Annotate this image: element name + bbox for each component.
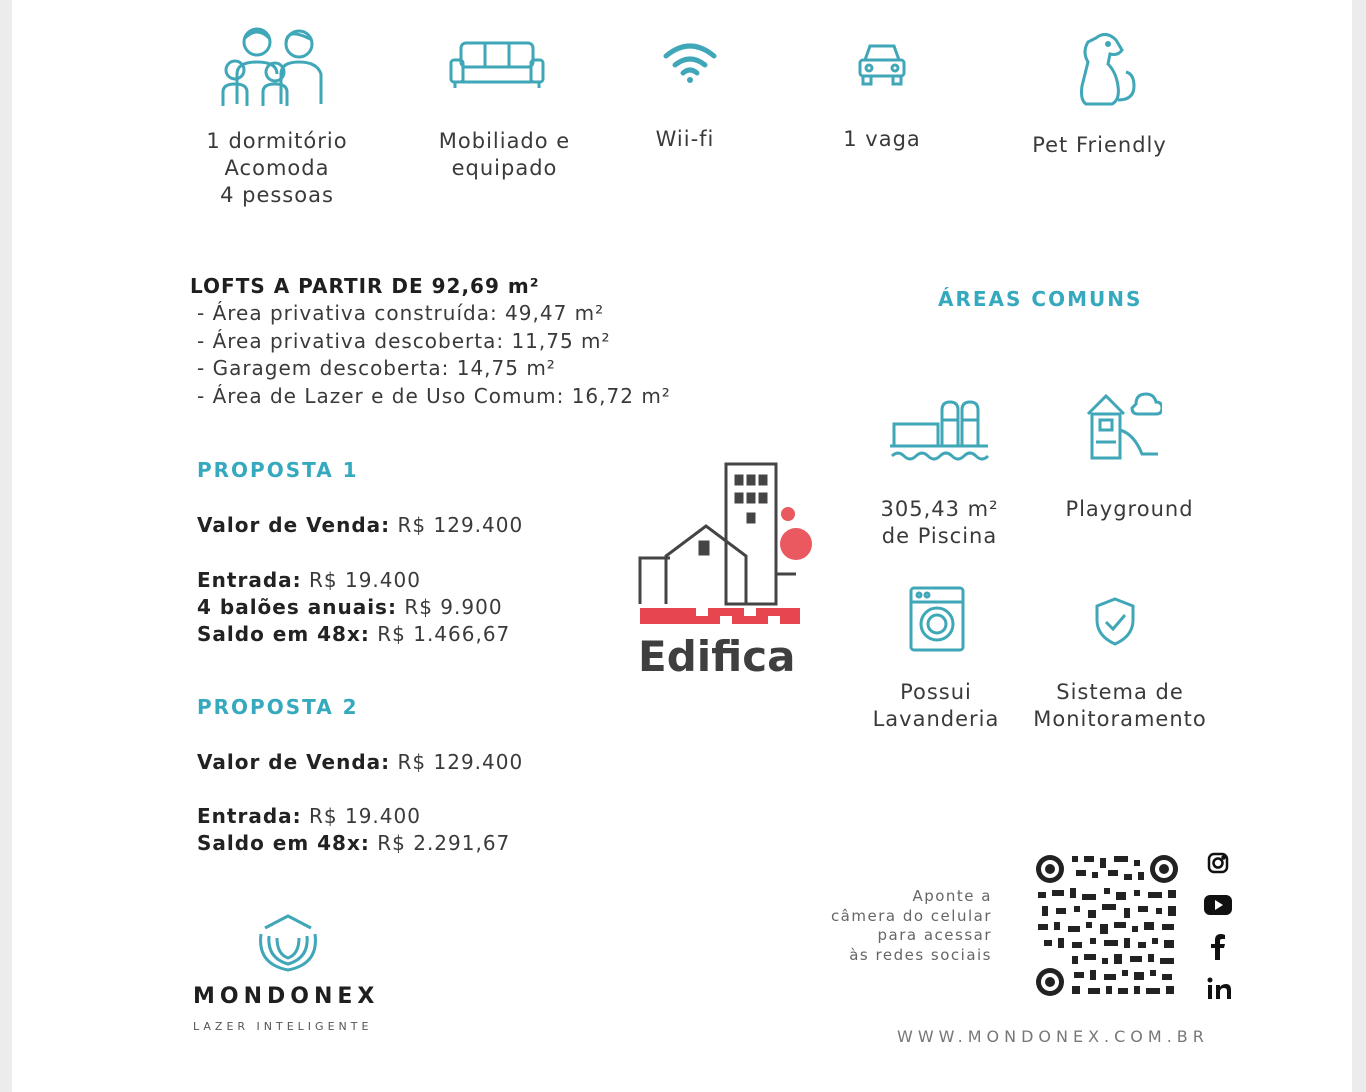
car-icon (857, 40, 907, 90)
detail-row (197, 567, 510, 594)
row-label: Valor de Venda: (197, 750, 391, 774)
proposal-2-title: PROPOSTA 2 (197, 695, 359, 719)
qr-code[interactable] (1034, 852, 1180, 998)
row-value: R$ 9.900 (404, 595, 503, 619)
facebook-icon[interactable] (1210, 934, 1226, 960)
proposal-2-details (197, 803, 510, 857)
row-label: Valor de Venda: (197, 513, 391, 537)
dog-icon (1074, 30, 1142, 108)
spec-line: - Área privativa descoberta: 11,75 m² (197, 328, 611, 353)
feature-label-parking: 1 vaga (843, 127, 921, 151)
spec-line: - Área de Lazer e de Uso Comum: 16,72 m² (197, 383, 671, 408)
sofa-icon (449, 40, 545, 90)
wifi-icon (662, 42, 718, 86)
proposal-1-title: PROPOSTA 1 (197, 458, 359, 482)
pool-icon (888, 400, 992, 466)
washing-machine-icon (909, 586, 965, 652)
row-value: R$ 129.400 (397, 513, 524, 537)
shield-icon (1092, 596, 1138, 646)
row-value: R$ 2.291,67 (377, 831, 511, 855)
proposal-1-details (197, 567, 510, 648)
spec-line: - Garagem descoberta: 14,75 m² (197, 356, 556, 380)
common-areas-title: ÁREAS COMUNS (938, 287, 1143, 311)
feature-label-furnished: Mobiliado e equipado (438, 129, 571, 180)
proposal-1-sale (197, 512, 523, 539)
mondonex-brand-name: MONDONEX (193, 984, 380, 1009)
row-label: 4 balões anuais: (197, 595, 397, 619)
feature-label-pet: Pet Friendly (1032, 133, 1167, 157)
mondonex-logo-icon (255, 914, 321, 974)
website-url[interactable]: WWW.MONDONEX.COM.BR (897, 1027, 1209, 1046)
specs-list (197, 300, 671, 410)
row-value: R$ 19.400 (309, 804, 421, 828)
flyer-page (12, 0, 1352, 1092)
detail-row (197, 803, 510, 830)
specs-title: LOFTS A PARTIR DE 92,69 m² (190, 274, 540, 298)
youtube-icon[interactable] (1204, 894, 1232, 916)
row-label: Entrada: (197, 804, 302, 828)
area-label-playground: Playground (1065, 497, 1194, 521)
proposal-2-sale (197, 749, 523, 776)
qr-instructions: Aponte a câmera do celular para acessar às redes sociais (830, 887, 992, 964)
row-label: Saldo em 48x: (197, 831, 370, 855)
row-value: R$ 129.400 (397, 750, 524, 774)
row-value: R$ 1.466,67 (377, 622, 511, 646)
feature-label-bedroom: 1 dormitório Acomoda 4 pessoas (206, 129, 348, 207)
feature-label-wifi: Wii-fi (655, 127, 715, 151)
detail-row (197, 621, 510, 648)
playground-icon (1084, 390, 1162, 462)
mondonex-tagline: LAZER INTELIGENTE (193, 1020, 373, 1033)
building-icon (636, 462, 826, 632)
detail-row (197, 594, 510, 621)
row-value: R$ 19.400 (309, 568, 421, 592)
edifica-watermark (636, 462, 826, 682)
area-label-monitoring: Sistema de Monitoramento (1033, 680, 1207, 731)
detail-row (197, 830, 510, 857)
linkedin-icon[interactable] (1207, 977, 1233, 1001)
area-label-pool: 305,43 m² de Piscina (880, 497, 999, 548)
row-label: Entrada: (197, 568, 302, 592)
spec-line: - Área privativa construída: 49,47 m² (197, 301, 605, 325)
instagram-icon[interactable] (1207, 852, 1229, 874)
row-label: Saldo em 48x: (197, 622, 370, 646)
area-label-laundry: Possui Lavanderia (872, 680, 1000, 731)
edifica-logo-text: Edifica (638, 632, 796, 681)
family-icon (217, 22, 327, 108)
